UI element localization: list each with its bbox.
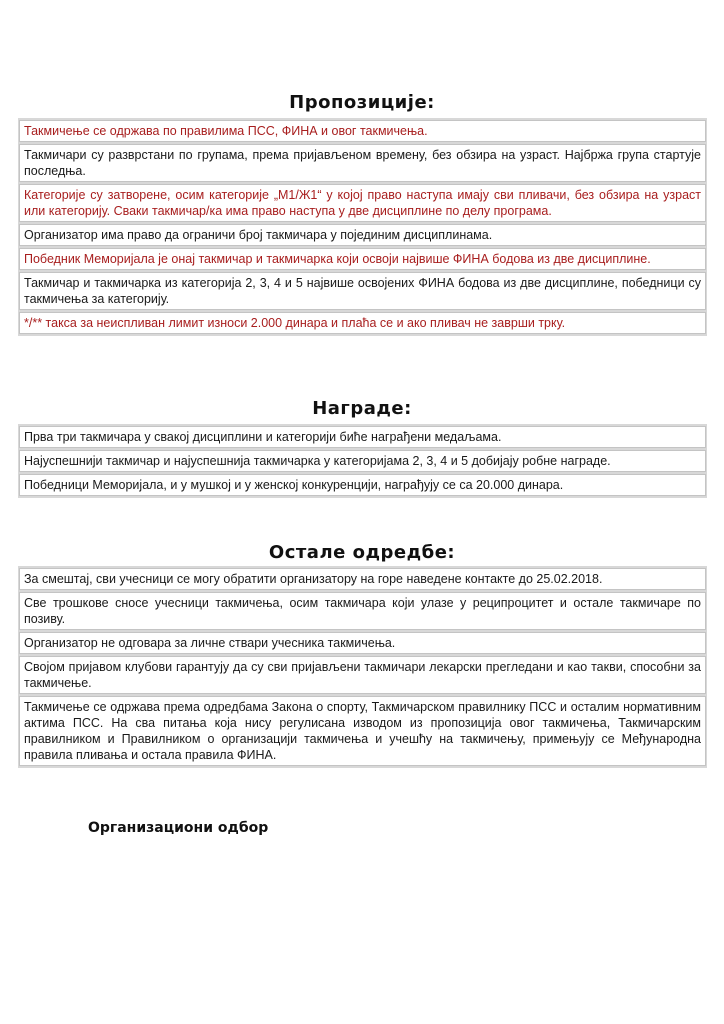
propozicije-row: Такмичар и такмичарка из категорија 2, 3, 4 и 5 највише освојених ФИНА бодова из две дисциплине, победници су такмичења за категорију. [19,272,706,310]
propozicije-row: Организатор има право да ограничи број такмичара у појединим дисциплинама. [19,224,706,246]
propozicije-row: Категорије су затворене, осим категорије „М1/Ж1“ у којој право наступа имају сви пливачи, без обзира на узраст или категорију. Сваки такмичар/ка има право наступа у две дисциплине по делу програма. [19,184,706,222]
signature: Организациони одбор [88,820,269,836]
propozicije-row: Такмичари су разврстани по групама, према пријављеном времену, без обзира на узраст. Најбржа група стартује последња. [19,144,706,182]
section-heading-propozicije: Пропозиције: [289,92,435,113]
propozicije-row: Победник Меморијала је онај такмичар и такмичарка који освоји највише ФИНА бодова из две дисциплине. [19,248,706,270]
nagrade-row: Прва три такмичара у свакој дисциплини и категорији биће награђени медаљама. [19,426,706,448]
propozicije-table [18,118,707,336]
ostale-row: Такмичење се одржава према одредбама Закона о спорту, Такмичарском правилнику ПСС и осталим нормативним актима ПСС. На сва питања која нису регулисана изводом из пропозиција овог такмичења, Такмичарским правилником и Правилником о организацији такмичења и учешћу на такмичењу, примењују се Међународна правила пливања и остала правила ФИНА. [19,696,706,766]
section-heading-ostale: Остале одредбе: [268,542,456,563]
propozicije-row: */** такса за неиспливан лимит износи 2.000 динара и плаћа се и ако пливач не заврши трку. [19,312,706,334]
ostale-table [18,566,707,768]
ostale-row: За смештај, сви учесници се могу обратити организатору на горе наведене контакте до 25.02.2018. [19,568,706,590]
ostale-row: Својом пријавом клубови гарантују да су сви пријављени такмичари лекарски прегледани и као такви, способни за такмичење. [19,656,706,694]
propozicije-row: Такмичење се одржава по правилима ПСС, ФИНА и овог такмичења. [19,120,706,142]
ostale-row: Организатор не одговара за личне ствари учесника такмичења. [19,632,706,654]
section-heading-nagrade: Награде: [312,398,412,419]
nagrade-row: Победници Меморијала, и у мушкој и у женској конкуренцији, награђују се са 20.000 динара. [19,474,706,496]
ostale-row: Све трошкове сносе учесници такмичења, осим такмичара који улазе у реципроцитет и остале такмичаре по позиву. [19,592,706,630]
nagrade-table [18,424,707,498]
nagrade-row: Најуспешнији такмичар и најуспешнија такмичарка у категоријама 2, 3, 4 и 5 добијају робне награде. [19,450,706,472]
